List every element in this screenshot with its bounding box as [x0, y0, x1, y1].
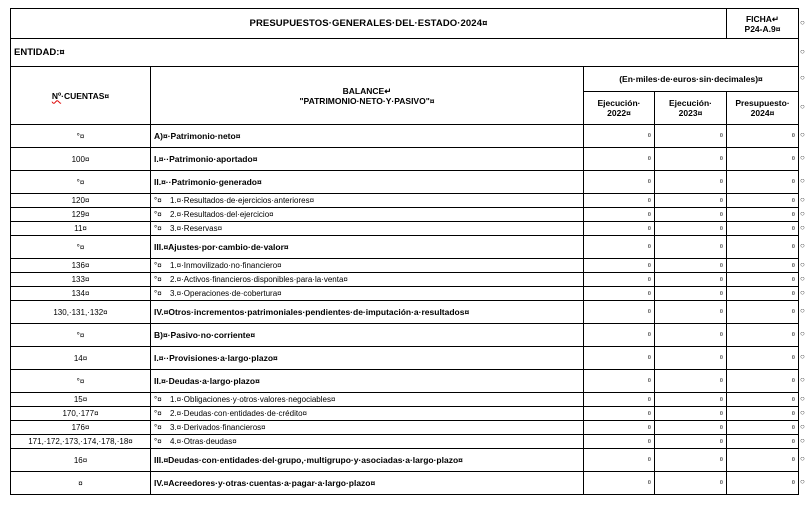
ejecucion-2022-cell[interactable]: ¤: [584, 148, 655, 171]
row-label-text: I.¤··Patrimonio·aportado¤: [154, 154, 258, 164]
ejecucion-2022-cell[interactable]: ¤: [584, 393, 655, 407]
ejecucion-2022-cell[interactable]: ¤: [584, 208, 655, 222]
ejecucion-2023-cell[interactable]: ¤: [655, 125, 727, 148]
table-row: [11, 222, 799, 236]
account-code: °¤: [11, 171, 151, 194]
row-label: [151, 194, 584, 208]
entity-label: ENTIDAD:¤: [11, 39, 799, 67]
ejecucion-2023-cell[interactable]: ¤: [655, 347, 727, 370]
row-end-mark: ○: [800, 273, 805, 283]
ficha-code: FICHA↵ P24-A.9¤: [727, 9, 799, 39]
row-end-mark: ○: [800, 208, 805, 218]
row-label-text: III.¤Deudas·con·entidades·del·grupo,·multigrupo·y·asociadas·a·largo·plazo¤: [154, 455, 463, 465]
ejecucion-2023-cell[interactable]: ¤: [655, 171, 727, 194]
row-end-mark: ○: [800, 194, 805, 204]
row-end-mark: ○: [800, 306, 805, 315]
ejecucion-2022-cell[interactable]: ¤: [584, 435, 655, 449]
account-code: °¤: [11, 125, 151, 148]
sub-row-mark: °¤: [154, 423, 162, 432]
ejecucion-2023-cell[interactable]: ¤: [655, 194, 727, 208]
ejecucion-2023-cell[interactable]: ¤: [655, 287, 727, 301]
sub-row-mark: °¤: [154, 196, 162, 205]
ejecucion-2023-cell[interactable]: ¤: [655, 273, 727, 287]
row-end-mark: ○: [800, 176, 805, 185]
row-end-mark: ○: [800, 375, 805, 384]
ejecucion-2022-cell[interactable]: ¤: [584, 125, 655, 148]
table-row: [11, 273, 799, 287]
account-code: 120¤: [11, 194, 151, 208]
row-end-mark: ○: [800, 435, 805, 445]
sub-row-mark: °¤: [154, 224, 162, 233]
row-end-mark: ○: [800, 407, 805, 417]
account-code: 176¤: [11, 421, 151, 435]
sub-row-mark: °¤: [154, 409, 162, 418]
row-label: [151, 449, 584, 472]
table-row: [11, 236, 799, 259]
table-row: [11, 259, 799, 273]
table-row: [11, 171, 799, 194]
row-end-mark: ○: [800, 477, 805, 486]
ejecucion-2023-cell[interactable]: ¤: [655, 393, 727, 407]
presupuesto-2024-header: Presupuesto· 2024¤: [727, 92, 799, 125]
row-label-text: 3.¤·Derivados·financieros¤: [170, 423, 266, 432]
account-code: 100¤: [11, 148, 151, 171]
table-row: [11, 347, 799, 370]
balance-table: [10, 8, 799, 495]
presupuesto-2024-cell[interactable]: ¤: [727, 449, 799, 472]
sub-row-mark: °¤: [154, 210, 162, 219]
ejecucion-2023-cell[interactable]: ¤: [655, 324, 727, 347]
row-label: [151, 472, 584, 495]
row-label: [151, 370, 584, 393]
table-row: [11, 148, 799, 171]
presupuesto-2024-cell[interactable]: ¤: [727, 148, 799, 171]
units-header: (En·miles·de·euros·sin·decimales)¤: [584, 67, 799, 92]
presupuesto-2024-cell[interactable]: ¤: [727, 435, 799, 449]
ejecucion-2023-cell[interactable]: ¤: [655, 421, 727, 435]
row-label: [151, 421, 584, 435]
ejecucion-2023-cell[interactable]: ¤: [655, 435, 727, 449]
row-label: [151, 273, 584, 287]
sub-row-mark: °¤: [154, 289, 162, 298]
row-label: [151, 393, 584, 407]
ejecucion-2022-cell[interactable]: ¤: [584, 301, 655, 324]
row-label-text: I.¤··Provisiones·a·largo·plazo¤: [154, 353, 278, 363]
row-label-text: II.¤·Deudas·a·largo·plazo¤: [154, 376, 260, 386]
presupuesto-2024-cell[interactable]: ¤: [727, 370, 799, 393]
ejecucion-2022-cell[interactable]: ¤: [584, 324, 655, 347]
ejecucion-2022-cell[interactable]: ¤: [584, 370, 655, 393]
row-label: [151, 324, 584, 347]
table-row: [11, 208, 799, 222]
row-label-text: III.¤Ajustes·por·cambio·de·valor¤: [154, 242, 289, 252]
table-row: [11, 287, 799, 301]
account-code: °¤: [11, 370, 151, 393]
table-row: [11, 194, 799, 208]
document-title: PRESUPUESTOS·GENERALES·DEL·ESTADO·2024¤: [11, 9, 727, 39]
row-label-text: II.¤··Patrimonio·generado¤: [154, 177, 262, 187]
ejecucion-2023-cell[interactable]: ¤: [655, 259, 727, 273]
ejecucion-2023-cell[interactable]: ¤: [655, 148, 727, 171]
row-label: [151, 208, 584, 222]
row-label: [151, 171, 584, 194]
account-code: 129¤: [11, 208, 151, 222]
row-end-mark: ○: [800, 454, 805, 463]
presupuesto-2024-cell[interactable]: ¤: [727, 125, 799, 148]
row-label-text: A)¤·Patrimonio·neto¤: [154, 131, 241, 141]
ejecucion-2022-cell[interactable]: ¤: [584, 194, 655, 208]
account-code: 136¤: [11, 259, 151, 273]
presupuesto-2024-cell[interactable]: ¤: [727, 194, 799, 208]
account-code: 11¤: [11, 222, 151, 236]
presupuesto-2024-cell[interactable]: ¤: [727, 421, 799, 435]
account-code: 170,·177¤: [11, 407, 151, 421]
row-label: [151, 301, 584, 324]
table-row: [11, 472, 799, 495]
ejecucion-2022-cell[interactable]: ¤: [584, 421, 655, 435]
sub-row-mark: °¤: [154, 261, 162, 270]
table-row: [11, 407, 799, 421]
presupuesto-2024-cell[interactable]: ¤: [727, 324, 799, 347]
account-code: 16¤: [11, 449, 151, 472]
row-label: [151, 125, 584, 148]
row-end-mark: ○: [800, 393, 805, 403]
row-end-mark: ○: [800, 287, 805, 297]
row-end-mark: ○: [800, 17, 805, 27]
account-code: °¤: [11, 324, 151, 347]
title-row: [11, 9, 799, 39]
account-code: 14¤: [11, 347, 151, 370]
ejecucion-2023-cell[interactable]: ¤: [655, 407, 727, 421]
balance-header: BALANCE↵ "PATRIMONIO·NETO·Y·PASIVO"¤: [151, 67, 584, 125]
row-end-mark: ○: [800, 421, 805, 431]
ejecucion-2023-cell[interactable]: ¤: [655, 301, 727, 324]
row-end-mark: ○: [800, 46, 805, 56]
row-label: [151, 435, 584, 449]
row-end-mark: ○: [800, 153, 805, 162]
ejecucion-2023-cell[interactable]: ¤: [655, 370, 727, 393]
table-row: [11, 393, 799, 407]
ejecucion-2022-cell[interactable]: ¤: [584, 259, 655, 273]
row-label-text: IV.¤Otros·incrementos·patrimoniales·pendientes·de·imputación·a·resultados¤: [154, 307, 470, 317]
presupuesto-2024-cell[interactable]: ¤: [727, 171, 799, 194]
ejecucion-2023-cell[interactable]: ¤: [655, 472, 727, 495]
ejecucion-2022-cell[interactable]: ¤: [584, 236, 655, 259]
presupuesto-2024-cell[interactable]: ¤: [727, 273, 799, 287]
ejecucion-2022-cell[interactable]: ¤: [584, 472, 655, 495]
entity-row: [11, 39, 799, 67]
presupuesto-2024-cell[interactable]: ¤: [727, 222, 799, 236]
account-code: °¤: [11, 236, 151, 259]
row-label: [151, 347, 584, 370]
presupuesto-2024-cell[interactable]: ¤: [727, 393, 799, 407]
table-row: [11, 421, 799, 435]
ejecucion-2022-cell[interactable]: ¤: [584, 273, 655, 287]
row-label: [151, 222, 584, 236]
presupuesto-2024-cell[interactable]: ¤: [727, 407, 799, 421]
row-label-text: 4.¤·Otras·deudas¤: [170, 437, 237, 446]
ejecucion-2022-cell[interactable]: ¤: [584, 347, 655, 370]
account-code: ¤: [11, 472, 151, 495]
table-row: [11, 301, 799, 324]
table-row: [11, 324, 799, 347]
table-row: [11, 435, 799, 449]
ejecucion-2022-cell[interactable]: ¤: [584, 407, 655, 421]
row-label-text: B)¤·Pasivo·no·corriente¤: [154, 330, 256, 340]
sub-row-mark: °¤: [154, 437, 162, 446]
row-label: [151, 407, 584, 421]
row-label-text: 1.¤·Obligaciones·y·otros·valores·negociables¤: [170, 395, 336, 404]
ejecucion-2023-cell[interactable]: ¤: [655, 222, 727, 236]
ejecucion-2022-cell[interactable]: ¤: [584, 222, 655, 236]
row-end-mark: ○: [800, 73, 805, 82]
row-label-text: 2.¤·Activos·financieros·disponibles·para·la·venta¤: [170, 275, 348, 284]
row-label-text: 1.¤·Inmovilizado·no·financiero¤: [170, 261, 282, 270]
table-row: [11, 125, 799, 148]
row-label-text: 2.¤·Deudas·con·entidades·de·crédito¤: [170, 409, 307, 418]
account-code: 171,·172,·173,·174,·178,·18¤: [11, 435, 151, 449]
account-code: 133¤: [11, 273, 151, 287]
row-label-text: 3.¤·Operaciones·de·cobertura¤: [170, 289, 282, 298]
row-label-text: 2.¤·Resultados·del·ejercicio¤: [170, 210, 274, 219]
ejecucion-2022-cell[interactable]: ¤: [584, 449, 655, 472]
cuentas-header: Nº·CUENTAS¤: [11, 67, 151, 125]
ejecucion-2022-cell[interactable]: ¤: [584, 287, 655, 301]
ejecucion-2022-cell[interactable]: ¤: [584, 171, 655, 194]
sub-row-mark: °¤: [154, 275, 162, 284]
row-end-mark: ○: [800, 329, 805, 338]
row-label-text: IV.¤Acreedores·y·otras·cuentas·a·pagar·a·largo·plazo¤: [154, 478, 376, 488]
row-end-mark: ○: [800, 102, 805, 111]
sub-row-mark: °¤: [154, 395, 162, 404]
presupuesto-2024-cell[interactable]: ¤: [727, 472, 799, 495]
presupuesto-2024-cell[interactable]: ¤: [727, 208, 799, 222]
row-end-mark: ○: [800, 259, 805, 269]
document-sheet: [10, 8, 798, 495]
ejecucion-2022-header: Ejecución· 2022¤: [584, 92, 655, 125]
row-label: [151, 148, 584, 171]
ejecucion-2023-cell[interactable]: ¤: [655, 236, 727, 259]
row-label: [151, 236, 584, 259]
presupuesto-2024-cell[interactable]: ¤: [727, 301, 799, 324]
ejecucion-2023-cell[interactable]: ¤: [655, 449, 727, 472]
presupuesto-2024-cell[interactable]: ¤: [727, 259, 799, 273]
table-row: [11, 370, 799, 393]
row-end-mark: ○: [800, 130, 805, 139]
row-end-mark: ○: [800, 241, 805, 250]
account-code: 134¤: [11, 287, 151, 301]
ejecucion-2023-header: Ejecución· 2023¤: [655, 92, 727, 125]
account-code: 15¤: [11, 393, 151, 407]
row-label: [151, 259, 584, 273]
header-row-1: [11, 67, 799, 92]
presupuesto-2024-cell[interactable]: ¤: [727, 287, 799, 301]
row-end-mark: ○: [800, 352, 805, 361]
presupuesto-2024-cell[interactable]: ¤: [727, 347, 799, 370]
table-row: [11, 449, 799, 472]
ejecucion-2023-cell[interactable]: ¤: [655, 208, 727, 222]
row-label-text: 1.¤·Resultados·de·ejercicios·anteriores¤: [170, 196, 315, 205]
presupuesto-2024-cell[interactable]: ¤: [727, 236, 799, 259]
account-code: 130,·131,·132¤: [11, 301, 151, 324]
row-end-mark: ○: [800, 222, 805, 232]
row-label-text: 3.¤·Reservas¤: [170, 224, 223, 233]
row-label: [151, 287, 584, 301]
